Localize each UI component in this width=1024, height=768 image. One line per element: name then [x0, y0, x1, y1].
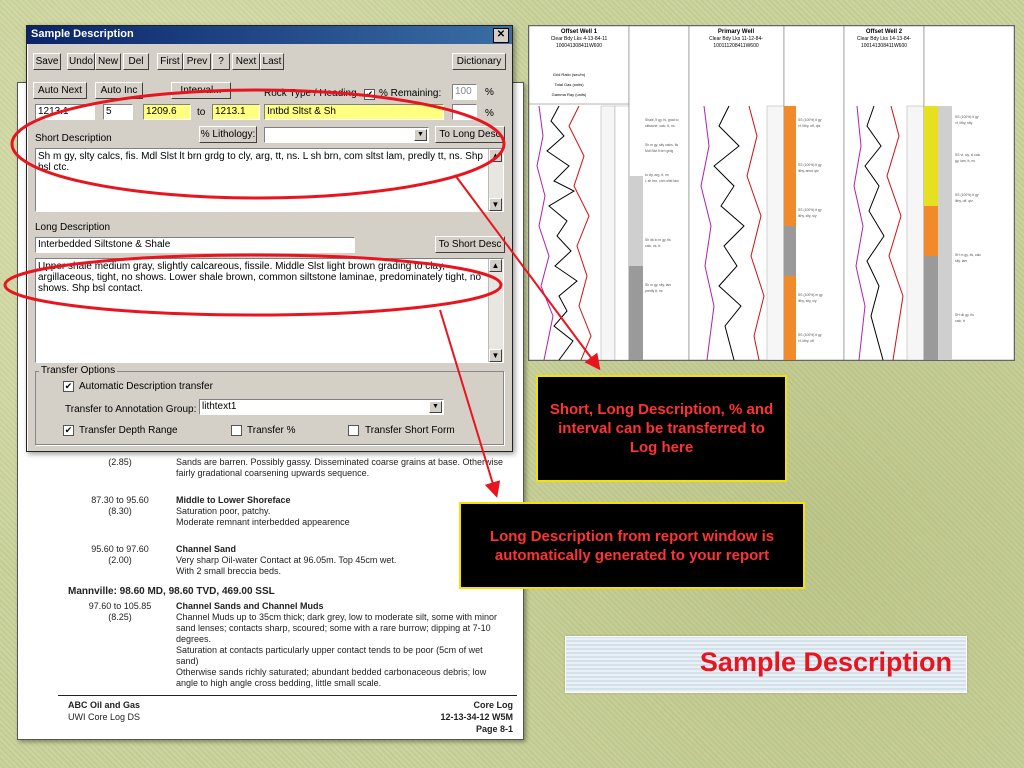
well-3-uwi: 100141308411W600 — [860, 43, 908, 49]
undo-button[interactable]: Undo — [67, 53, 95, 70]
long-desc-label: Long Description — [35, 222, 111, 233]
short-description-text: Sh m gy, slty calcs, fis. Mdl Slst lt brn grdg to cly, arg, tt, ns. L sh brn, com sltst lam, predly tt, ns. Shp bsl ctc. — [38, 151, 483, 173]
report-depth: 87.30 to 95.60 — [91, 495, 149, 505]
footer-page: Page 8-1 — [475, 724, 513, 734]
pct-symbol-2: % — [485, 108, 494, 119]
report-depth-thickness: (8.30) — [108, 506, 132, 516]
callout-transfer-to-log: Short, Long Description, % and interval can be transferred to Log here — [536, 375, 787, 482]
report-depth-thickness: (8.25) — [108, 612, 132, 622]
scroll-down-icon[interactable]: ▼ — [489, 349, 502, 362]
report-depth: 97.60 to 105.85 — [88, 601, 152, 611]
pct-remaining-field[interactable]: 100 — [452, 84, 477, 100]
curve-label-3: Gamma Ray (units) — [551, 92, 587, 97]
interval-button[interactable]: Interval... — [171, 82, 231, 99]
report-text: Very sharp Oil-water Contact at 96.05m. Top 45cm wet. — [176, 555, 397, 565]
well-2-uwi: 100111208411W600 — [713, 43, 759, 49]
well-1-title: Offset Well 1 — [560, 29, 598, 35]
ellipse-long-description — [5, 255, 501, 315]
report-depth: (2.85) — [108, 457, 132, 467]
prev-button[interactable]: Prev — [183, 53, 211, 70]
transfer-depth-range-label: Transfer Depth Range — [79, 425, 178, 436]
svg-text:siltstone, calc, tt, ns: siltstone, calc, tt, ns — [645, 124, 675, 128]
increment-field[interactable]: 5 — [103, 104, 133, 120]
svg-text:lithy, amor qtz: lithy, amor qtz — [798, 169, 819, 173]
rock-type-label: Rock Type / Heading — [264, 88, 357, 99]
svg-text:lithy, slty, cly: lithy, slty, cly — [798, 299, 817, 303]
well-3-title: Offset Well 2 — [865, 29, 903, 35]
well-2-sub: Clear Bdy Lks 11-12-84- — [709, 36, 763, 42]
svg-text:SS (100%) lt gy: SS (100%) lt gy — [955, 193, 979, 197]
report-text: With 2 small breccia beds. — [176, 566, 282, 576]
transfer-group-label: Transfer to Annotation Group: — [65, 404, 197, 415]
svg-text:gy, lam, tt, ns: gy, lam, tt, ns — [955, 159, 975, 163]
scroll-down-icon[interactable]: ▼ — [489, 198, 502, 211]
svg-text:SS (100%) lt gy: SS (100%) lt gy — [798, 163, 822, 167]
depth-from-field[interactable]: 1213.1 — [35, 104, 95, 120]
pct-symbol: % — [485, 87, 494, 98]
footer-well: 12-13-34-12 W5M — [440, 712, 513, 722]
to-long-desc-button[interactable]: To Long Desc — [435, 126, 505, 143]
report-heading: Middle to Lower Shoreface — [176, 495, 291, 505]
report-text: Sands are barren. Possibly gassy. Disseminated coarse grains at base. Otherwise — [176, 457, 503, 467]
report-depth-thickness: (2.00) — [108, 555, 132, 565]
report-text: angle to high angle cross bedding, little small scale. — [176, 678, 382, 688]
dialog-title: Sample Description — [31, 28, 134, 40]
auto-desc-transfer-label: Automatic Description transfer — [79, 381, 213, 392]
report-text: Channel Muds up to 35cm thick; dark grey, low to moderate silt, some with minor — [176, 612, 497, 622]
svg-text:Sh m gy, slty, lam: Sh m gy, slty, lam — [645, 283, 672, 287]
transfer-short-form-label: Transfer Short Form — [365, 425, 455, 436]
svg-text:calc, ns, tt: calc, ns, tt — [645, 244, 661, 248]
interval-top-field[interactable]: 1209.6 — [143, 104, 191, 120]
svg-text:Mdl Slst lt brn grdg: Mdl Slst lt brn grdg — [645, 149, 674, 153]
title-banner — [565, 636, 967, 693]
report-heading: Channel Sands and Channel Muds — [176, 601, 324, 611]
auto-next-button[interactable]: Auto Next — [33, 82, 87, 99]
svg-text:SS (100%) lt gy: SS (100%) lt gy — [798, 333, 822, 337]
pct-lithology-button[interactable]: % Lithology: — [199, 126, 257, 143]
scroll-up-icon[interactable]: ▲ — [489, 149, 502, 162]
rock-type-field[interactable]: Intbd Sltst & Sh — [264, 104, 444, 120]
pct-remaining-label: % Remaining: — [379, 88, 442, 99]
dictionary-button[interactable]: Dictionary — [452, 53, 506, 70]
svg-text:predly tt, ns: predly tt, ns — [645, 289, 663, 293]
report-text: Moderate remnant interbedded appearence — [176, 517, 350, 527]
report-text: sand lenses; contacts sharp, scoured; some with a rare burrow; dipping at 7-10 — [176, 623, 491, 633]
svg-text:calc, tt: calc, tt — [955, 319, 965, 323]
svg-text:lithy, slty, sly: lithy, slty, sly — [798, 214, 817, 218]
to-short-desc-button[interactable]: To Short Desc — [435, 236, 505, 253]
svg-text:vf, lithy, off: vf, lithy, off — [798, 339, 814, 343]
long-heading-field[interactable]: Interbedded Siltstone & Shale — [35, 237, 355, 253]
svg-text:L sh brn, com sltst lam: L sh brn, com sltst lam — [645, 179, 679, 183]
footer-company: ABC Oil and Gas — [68, 700, 141, 710]
interval-bottom-field[interactable]: 1213.1 — [212, 104, 260, 120]
well-2-title: Primary Well — [717, 29, 755, 35]
svg-text:slty, lam: slty, lam — [955, 259, 968, 263]
svg-text:SS (100%) lt gy: SS (100%) lt gy — [798, 118, 822, 122]
short-desc-label: Short Description — [35, 133, 112, 144]
report-text: Otherwise sands richly saturated; abundant bedded carbonaceous debris; low — [176, 667, 487, 677]
first-button[interactable]: First — [157, 53, 183, 70]
report-text: Saturation poor, patchy. — [176, 506, 271, 516]
report-heading: Channel Sand — [176, 544, 237, 554]
svg-text:Sh m gy, slty calcs, fis: Sh m gy, slty calcs, fis — [645, 143, 679, 147]
auto-desc-transfer-checkbox[interactable]: ✔ — [64, 381, 73, 391]
new-button[interactable]: New — [95, 53, 121, 70]
chevron-down-icon[interactable]: ▼ — [414, 129, 427, 141]
well-1-uwi: 100041308411W600 — [555, 43, 603, 49]
svg-text:SS vf, cly, sl calc: SS vf, cly, sl calc — [955, 153, 981, 157]
report-text: degrees. — [176, 634, 212, 644]
svg-text:SS (100%) lt gy: SS (100%) lt gy — [955, 115, 979, 119]
footer-log-type: Core Log — [473, 700, 513, 710]
report-text: Saturation at contacts particularly upper contact tends to be poor (5cm of wet — [176, 645, 483, 655]
transfer-pct-label: Transfer % — [247, 425, 296, 436]
close-button[interactable]: ✕ — [493, 28, 509, 43]
report-text: fairly gradational coarsening upwards sequence. — [176, 468, 370, 478]
last-button[interactable]: Last — [260, 53, 284, 70]
auto-inc-button[interactable]: Auto Inc — [95, 82, 143, 99]
well-3-sub: Clear Bdy Lks 14-13-84- — [856, 36, 912, 42]
well-1-sub: Clear Bdy Lks 4-13-84-11 — [550, 36, 608, 42]
transfer-depth-range-checkbox[interactable]: ✔ — [64, 425, 73, 435]
to-label: to — [197, 107, 206, 118]
callout-long-description: Long Description from report window is automatically generated to your report — [459, 502, 805, 589]
arrow-to-report — [440, 310, 496, 494]
svg-text:vf, lithy, slty: vf, lithy, slty — [955, 121, 973, 125]
curve-label-2: Total Gas (units) — [554, 82, 584, 87]
ellipse-short-description — [12, 90, 504, 198]
svg-text:SH dk gy, fis: SH dk gy, fis — [955, 313, 974, 317]
rock-type-checkbox[interactable]: ✔ — [365, 89, 374, 99]
delete-button[interactable]: Del — [123, 53, 149, 70]
svg-text:Shale, lt gy, fs, grad to: Shale, lt gy, fs, grad to — [645, 118, 679, 122]
save-button[interactable]: Save — [33, 53, 61, 70]
annotation-group-value: lithtext1 — [202, 401, 237, 412]
svg-text:Sh dk to m gy, fis: Sh dk to m gy, fis — [645, 238, 671, 242]
svg-text:lithy, off, qtz: lithy, off, qtz — [955, 199, 973, 203]
report-depth: 95.60 to 97.60 — [91, 544, 149, 554]
curve-label-1: Grid Ratio (sec/m) — [552, 72, 586, 77]
chevron-down-icon[interactable]: ▼ — [429, 401, 442, 413]
svg-text:SS (100%) lt gy: SS (100%) lt gy — [798, 208, 822, 212]
svg-text:SH m gy, fis, calc: SH m gy, fis, calc — [955, 253, 981, 257]
svg-text:vf, lithy, off, qtz: vf, lithy, off, qtz — [798, 124, 821, 128]
help-button[interactable]: ? — [212, 53, 230, 70]
next-button[interactable]: Next — [232, 53, 260, 70]
report-formation: Mannville: 98.60 MD, 98.60 TVD, 469.00 SSL — [68, 586, 275, 597]
footer-uwi: UWI Core Log DS — [68, 712, 141, 722]
svg-text:to cly, arg, tt, ns: to cly, arg, tt, ns — [645, 173, 669, 177]
banner-title: Sample Description — [699, 647, 952, 677]
report-text: sand) — [176, 656, 199, 666]
scroll-up-icon[interactable]: ▲ — [489, 259, 502, 272]
transfer-options-label: Transfer Options — [41, 365, 116, 376]
svg-text:SS (100%) m gy: SS (100%) m gy — [798, 293, 823, 297]
long-description-text: Upper shale medium gray, slightly calcareous, fissile. Middle Slst light brown grading to clay, argillaceous, tight, no shows. Lower shale brown, common siltstone laminae, predominately tight, no shows. Shp bsl contact. — [38, 261, 482, 294]
